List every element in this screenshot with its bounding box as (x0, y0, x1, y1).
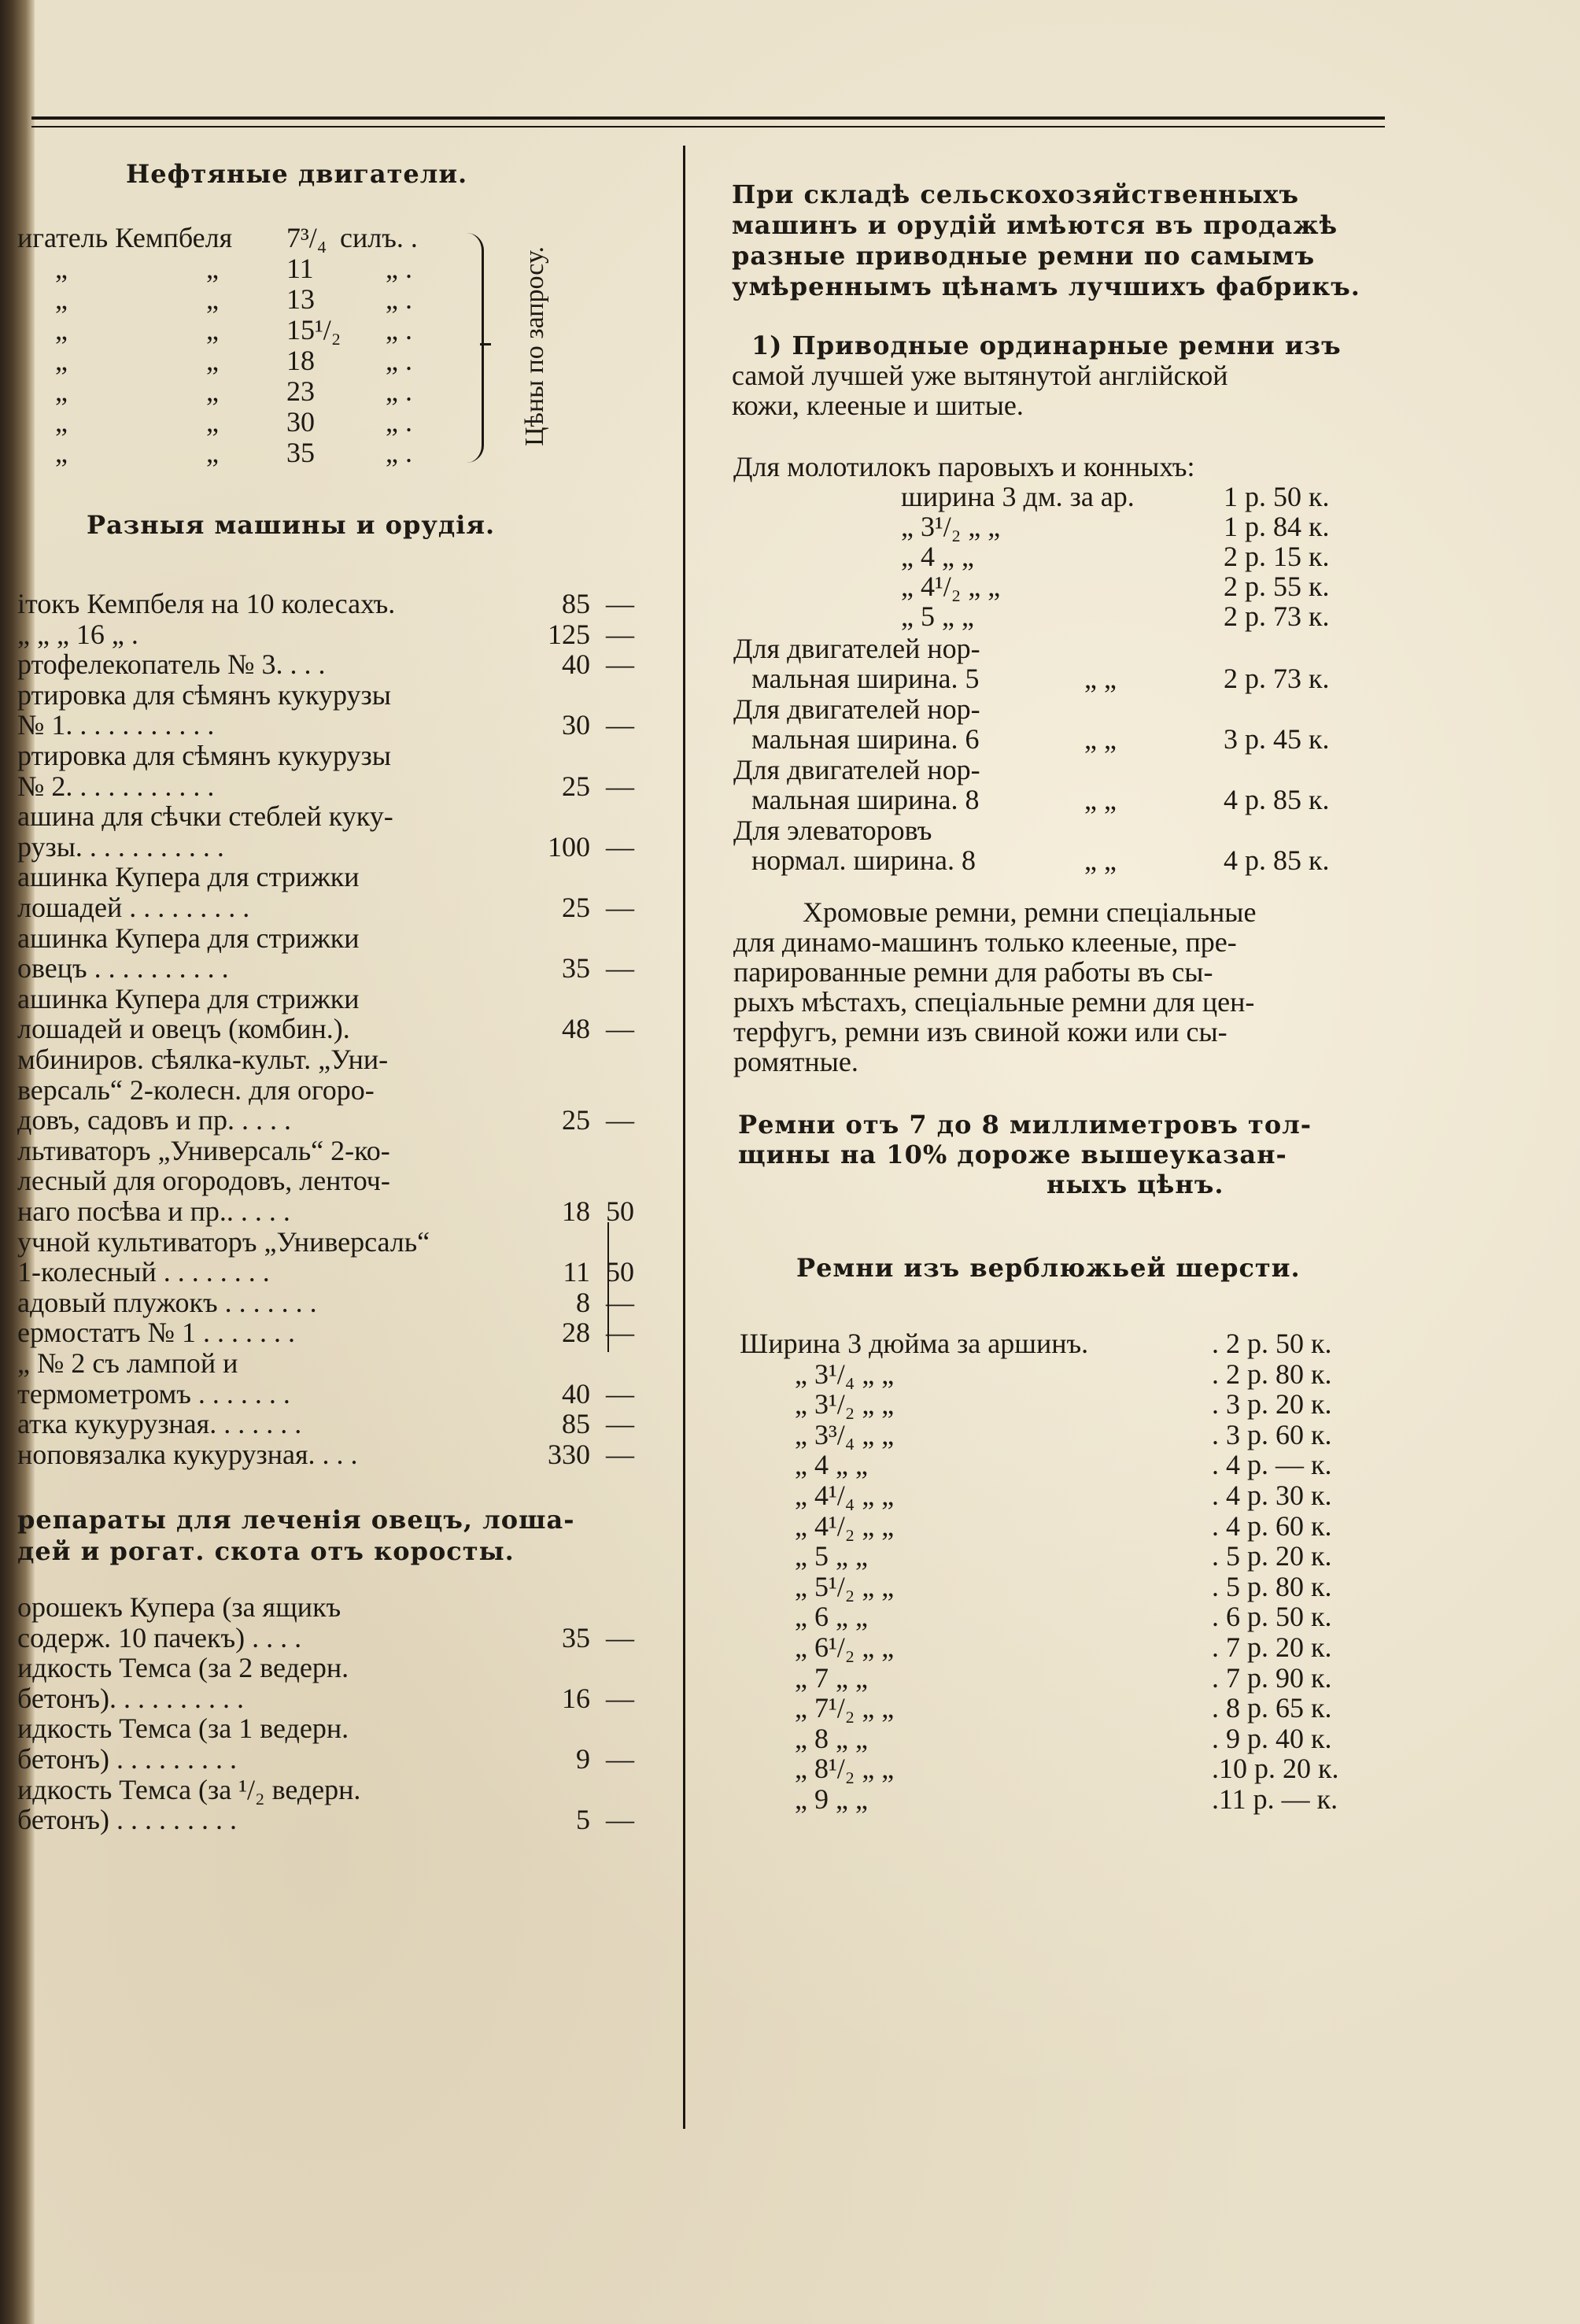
chrome-belts-line: рыхъ мѣстахъ, спеціальные ремни для цен- (733, 986, 1255, 1018)
engine-belt-ditto: „ „ (1084, 844, 1117, 876)
ordinary-belts-line: кожи, клееные и шитые. (732, 390, 1024, 421)
engine-hp: 11 (286, 253, 314, 284)
engine-hp: 7³/₄ (286, 222, 327, 253)
camel-price: . 4 р. 30 к. (1212, 1480, 1332, 1511)
camel-price: . 2 р. 50 к. (1212, 1328, 1332, 1359)
camel-width: „ 7 „ „ (795, 1661, 868, 1694)
price-brace-tip (480, 343, 491, 345)
engine-belt-price: 4 р. 85 к. (1224, 784, 1330, 815)
machine-line: учной культиваторъ „Универсаль“ (17, 1225, 430, 1258)
machine-price-rub: 85 (562, 588, 590, 619)
camel-price: . 7 р. 20 к. (1212, 1631, 1332, 1663)
machine-line: ітокъ Кемпбеля на 10 колесахъ. (17, 588, 396, 619)
thresher-width: „ 3¹/₂ „ „ (901, 511, 1001, 542)
machine-price-rub: 25 (562, 892, 590, 923)
engine-name: игатель Кемпбеля (17, 222, 233, 253)
engine-ditto-2: „ (206, 375, 219, 407)
camel-price: . 5 р. 20 к. (1212, 1540, 1332, 1572)
machine-price-kop: — (606, 1317, 634, 1349)
machine-line: довъ, садовъ и пр. . . . . (17, 1104, 291, 1136)
engine-belt-price: 2 р. 73 к. (1224, 663, 1330, 694)
ordinary-belts-line: самой лучшей уже вытянутой англійской (732, 360, 1228, 391)
camel-price: .11 р. — к. (1212, 1783, 1338, 1815)
camel-price: . 7 р. 90 к. (1212, 1661, 1332, 1694)
machine-line: ашина для сѣчки стеблей куку- (17, 800, 393, 833)
camel-width: „ 3¹/₂ „ „ (795, 1388, 895, 1421)
camel-width: „ 5 „ „ (795, 1540, 868, 1572)
engine-belt-ditto: „ „ (1084, 723, 1117, 755)
preparation-price-kop: — (606, 1621, 634, 1653)
camel-width: „ 6¹/₂ „ „ (795, 1631, 895, 1663)
machine-price-rub: 330 (548, 1438, 590, 1470)
thick-belts-line: Ремни отъ 7 до 8 миллиметровъ тол- (738, 1110, 1312, 1140)
engine-belt-price: 4 р. 85 к. (1224, 844, 1330, 876)
camel-width: „ 3¹/₄ „ „ (795, 1358, 895, 1390)
chrome-belts-line: для динамо-машинъ только клееные, пре- (733, 926, 1237, 958)
intro-line: разные приводные ремни по самымъ (732, 241, 1316, 271)
camel-width: „ 7¹/₂ „ „ (795, 1692, 895, 1724)
engine-hp: 30 (286, 406, 315, 438)
machine-price-kop: 50 (606, 1195, 634, 1227)
preparation-price-kop: — (606, 1804, 634, 1836)
preparation-line: идкость Темса (за 2 ведерн. (17, 1652, 349, 1684)
engine-belt-width: мальная ширина. 5 (751, 663, 980, 694)
thresher-width: „ 5 „ „ (901, 600, 974, 632)
chrome-belts-line: парированные ремни для работы въ сы- (733, 956, 1213, 988)
camel-price: .10 р. 20 к. (1212, 1753, 1339, 1785)
machine-price-kop: 50 (606, 1256, 634, 1288)
engine-ditto: „ (55, 437, 68, 468)
intro-line: машинъ и орудій имѣются въ продажѣ (732, 210, 1338, 240)
camel-width: „ 8¹/₂ „ „ (795, 1753, 895, 1785)
intro-line: При складѣ сельскохозяйственныхъ (732, 179, 1300, 209)
machine-price-rub: 28 (562, 1317, 590, 1349)
machine-line: овецъ . . . . . . . . . . (17, 952, 229, 985)
thresher-price: 1 р. 84 к. (1224, 511, 1330, 542)
machine-line: ртировка для сѣмянъ кукурузы (17, 740, 391, 771)
preparation-price-kop: — (606, 1743, 634, 1775)
engine-ditto: „ (55, 406, 68, 438)
camel-price: . 5 р. 80 к. (1212, 1570, 1332, 1602)
preparation-line: бетонъ). . . . . . . . . . (17, 1682, 244, 1714)
thresher-width: ширина 3 дм. за ар. (901, 481, 1135, 512)
machine-line: рузы. . . . . . . . . . . (17, 830, 224, 863)
camel-price: . 8 р. 65 к. (1212, 1692, 1332, 1724)
machine-price-rub: 125 (548, 618, 590, 650)
engine-ditto: „ (55, 314, 68, 345)
thresher-price: 1 р. 50 к. (1224, 481, 1330, 512)
machine-price-kop: — (606, 952, 634, 985)
machine-line: ноповязалка кукурузная. . . . (17, 1438, 358, 1470)
machine-line: ашинка Купера для стрижки (17, 922, 360, 954)
engine-hp: 35 (286, 437, 315, 468)
machine-price-rub: 85 (562, 1408, 590, 1440)
preparation-line: содерж. 10 пачекъ) . . . . (17, 1621, 302, 1653)
preparation-price-rub: 16 (562, 1682, 590, 1714)
thresher-price: 2 р. 55 к. (1224, 571, 1330, 602)
machine-line: версаль“ 2-колесн. для огоро- (17, 1073, 375, 1106)
machine-price-kop: — (606, 1286, 634, 1318)
camel-width: „ 4 „ „ (795, 1449, 868, 1481)
thick-belts-line: ныхъ цѣнъ. (1047, 1169, 1224, 1199)
engine-unit: „ . (386, 283, 412, 315)
machine-price-rub: 48 (562, 1013, 590, 1045)
camel-price: . 4 р. — к. (1212, 1449, 1332, 1481)
preparation-line: бетонъ) . . . . . . . . . (17, 1743, 237, 1775)
preparations-heading: дей и рогат. скота отъ коросты. (17, 1536, 515, 1566)
machine-line: № 1. . . . . . . . . . . (17, 709, 215, 741)
camel-price: . 4 р. 60 к. (1212, 1509, 1332, 1542)
preparation-line: бетонъ) . . . . . . . . . (17, 1804, 237, 1836)
column-divider (683, 146, 685, 2129)
machine-price-kop: — (606, 770, 634, 802)
machine-price-rub: 25 (562, 770, 590, 802)
camel-width: Ширина 3 дюйма за аршинъ. (740, 1328, 1089, 1359)
machine-price-kop: — (606, 1377, 634, 1410)
preparation-price-kop: — (606, 1682, 634, 1714)
preparation-line: идкость Темса (за ¹/₂ ведерн. (17, 1773, 361, 1805)
engine-belt-ditto: „ „ (1084, 784, 1117, 815)
top-rule-thin (31, 126, 1385, 127)
engine-belt-width: нормал. ширина. 8 (751, 844, 976, 876)
machine-price-rub: 8 (576, 1286, 590, 1318)
preparations-heading: репараты для леченія овецъ, лоша- (17, 1505, 575, 1535)
engine-ditto: „ (55, 375, 68, 407)
preparation-price-rub: 35 (562, 1621, 590, 1653)
machine-price-rub: 100 (548, 830, 590, 863)
machine-line: лесный для огородовъ, ленточ- (17, 1165, 390, 1197)
machine-price-kop: — (606, 618, 634, 650)
machine-price-kop: — (606, 892, 634, 923)
machine-line: „ № 2 съ лампой и (17, 1347, 238, 1379)
camel-price: . 3 р. 20 к. (1212, 1388, 1332, 1421)
machine-price-rub: 18 (562, 1195, 590, 1227)
preparation-line: орошекъ Купера (за ящикъ (17, 1591, 341, 1623)
price-on-request-note: Цѣны по запросу. (520, 246, 549, 447)
machine-line: ашинка Купера для стрижки (17, 861, 360, 893)
machine-line: ртировка для сѣмянъ кукурузы (17, 678, 391, 711)
thick-belts-line: щины на 10% дороже вышеуказан- (738, 1140, 1287, 1169)
engine-ditto-2: „ (206, 314, 219, 345)
thresher-width: „ 4¹/₂ „ „ (901, 571, 1001, 602)
machine-price-rub: 25 (562, 1104, 590, 1136)
machine-price-rub: 40 (562, 1377, 590, 1410)
machine-price-kop: — (606, 830, 634, 863)
engine-belt-label: Для элеваторовъ (733, 815, 932, 846)
machine-line: лошадей и овецъ (комбин.). (17, 1013, 350, 1045)
thresher-heading: Для молотилокъ паровыхъ и конныхъ: (733, 451, 1195, 482)
chrome-belts-line: Хромовые ремни, ремни спеціальные (803, 896, 1257, 928)
machine-line: атка кукурузная. . . . . . . (17, 1408, 302, 1440)
engine-ditto-2: „ (206, 253, 219, 284)
machine-price-kop: — (606, 1104, 634, 1136)
camel-width: „ 6 „ „ (795, 1601, 868, 1633)
machine-price-rub: 11 (563, 1256, 590, 1288)
engine-hp: 15¹/₂ (286, 314, 341, 345)
engine-unit: „ . (386, 375, 412, 407)
engine-ditto-2: „ (206, 283, 219, 315)
camel-width: „ 5¹/₂ „ „ (795, 1570, 895, 1602)
price-brace (463, 233, 484, 463)
engine-unit: „ . (386, 406, 412, 438)
engine-ditto-2: „ (206, 345, 219, 376)
engine-hp: 18 (286, 345, 315, 376)
camel-price: . 9 р. 40 к. (1212, 1722, 1332, 1754)
engine-unit: „ . (386, 314, 412, 345)
machine-line: льтиваторъ „Универсаль“ 2-ко- (17, 1134, 390, 1166)
engine-belt-label: Для двигателей нор- (733, 633, 980, 664)
engine-belt-width: мальная ширина. 6 (751, 723, 980, 755)
engines-heading: Нефтяные двигатели. (126, 159, 468, 189)
top-rule (31, 116, 1385, 120)
camel-price: . 2 р. 80 к. (1212, 1358, 1332, 1390)
machine-price-kop: — (606, 1408, 634, 1440)
machine-line: наго посѣва и пр.. . . . . (17, 1195, 290, 1227)
engine-hp: 23 (286, 375, 315, 407)
preparation-price-rub: 9 (576, 1743, 590, 1775)
machines-heading: Разныя машины и орудія. (87, 510, 496, 540)
chrome-belts-line: ромятные. (733, 1046, 858, 1077)
machine-line: адовый плужокъ . . . . . . . (17, 1286, 317, 1318)
machine-line: термометромъ . . . . . . . (17, 1377, 290, 1410)
camel-width: „ 4¹/₄ „ „ (795, 1480, 895, 1511)
camel-heading: Ремни изъ верблюжьей шерсти. (796, 1253, 1301, 1283)
preparation-price-rub: 5 (576, 1804, 590, 1836)
engine-belt-label: Для двигателей нор- (733, 693, 980, 725)
engine-hp: 13 (286, 283, 315, 315)
engine-ditto-2: „ (206, 437, 219, 468)
machine-line: ртофелекопатель № 3. . . . (17, 648, 326, 681)
intro-line: умѣреннымъ цѣнамъ лучшихъ фабрикъ. (732, 272, 1360, 301)
machine-line: лошадей . . . . . . . . . (17, 892, 250, 923)
engine-unit: „ . (386, 253, 412, 284)
machine-price-rub: 35 (562, 952, 590, 985)
machine-line: 1-колесный . . . . . . . . (17, 1256, 270, 1288)
machine-line: № 2. . . . . . . . . . . (17, 770, 215, 802)
machine-line: ашинка Купера для стрижки (17, 982, 360, 1014)
machine-price-rub: 40 (562, 648, 590, 681)
machine-price-kop: — (606, 1438, 634, 1470)
thresher-width: „ 4 „ „ (901, 541, 974, 572)
engine-belt-width: мальная ширина. 8 (751, 784, 980, 815)
machine-price-kop: — (606, 588, 634, 619)
ordinary-belts-line: 1) Приводные ординарные ремни изъ (751, 331, 1342, 360)
engine-ditto: „ (55, 345, 68, 376)
chrome-belts-line: терфугъ, ремни изъ свиной кожи или сы- (733, 1016, 1227, 1047)
machine-line: ермостатъ № 1 . . . . . . . (17, 1317, 296, 1349)
thresher-price: 2 р. 15 к. (1224, 541, 1330, 572)
engine-ditto: „ (55, 253, 68, 284)
camel-price: . 3 р. 60 к. (1212, 1418, 1332, 1450)
engine-ditto: „ (55, 283, 68, 315)
preparation-line: идкость Темса (за 1 ведерн. (17, 1713, 349, 1745)
engine-belt-price: 3 р. 45 к. (1224, 723, 1330, 755)
engine-belt-ditto: „ „ (1084, 663, 1117, 694)
engine-unit: „ . (386, 345, 412, 376)
machine-line: „ „ „ 16 „ . (17, 618, 138, 650)
engine-belt-label: Для двигателей нор- (733, 754, 980, 785)
machine-price-kop: — (606, 1013, 634, 1045)
machine-price-kop: — (606, 709, 634, 741)
camel-width: „ 3³/₄ „ „ (795, 1418, 895, 1450)
machine-price-kop: — (606, 648, 634, 681)
engine-unit: „ . (386, 437, 412, 468)
camel-width: „ 4¹/₂ „ „ (795, 1509, 895, 1542)
camel-width: „ 8 „ „ (795, 1722, 868, 1754)
camel-price: . 6 р. 50 к. (1212, 1601, 1332, 1633)
engine-unit: силъ. . (340, 222, 418, 253)
engine-ditto-2: „ (206, 406, 219, 438)
camel-width: „ 9 „ „ (795, 1783, 868, 1815)
machine-line: мбиниров. сѣялка-культ. „Уни- (17, 1044, 389, 1075)
machine-price-rub: 30 (562, 709, 590, 741)
thresher-price: 2 р. 73 к. (1224, 600, 1330, 632)
